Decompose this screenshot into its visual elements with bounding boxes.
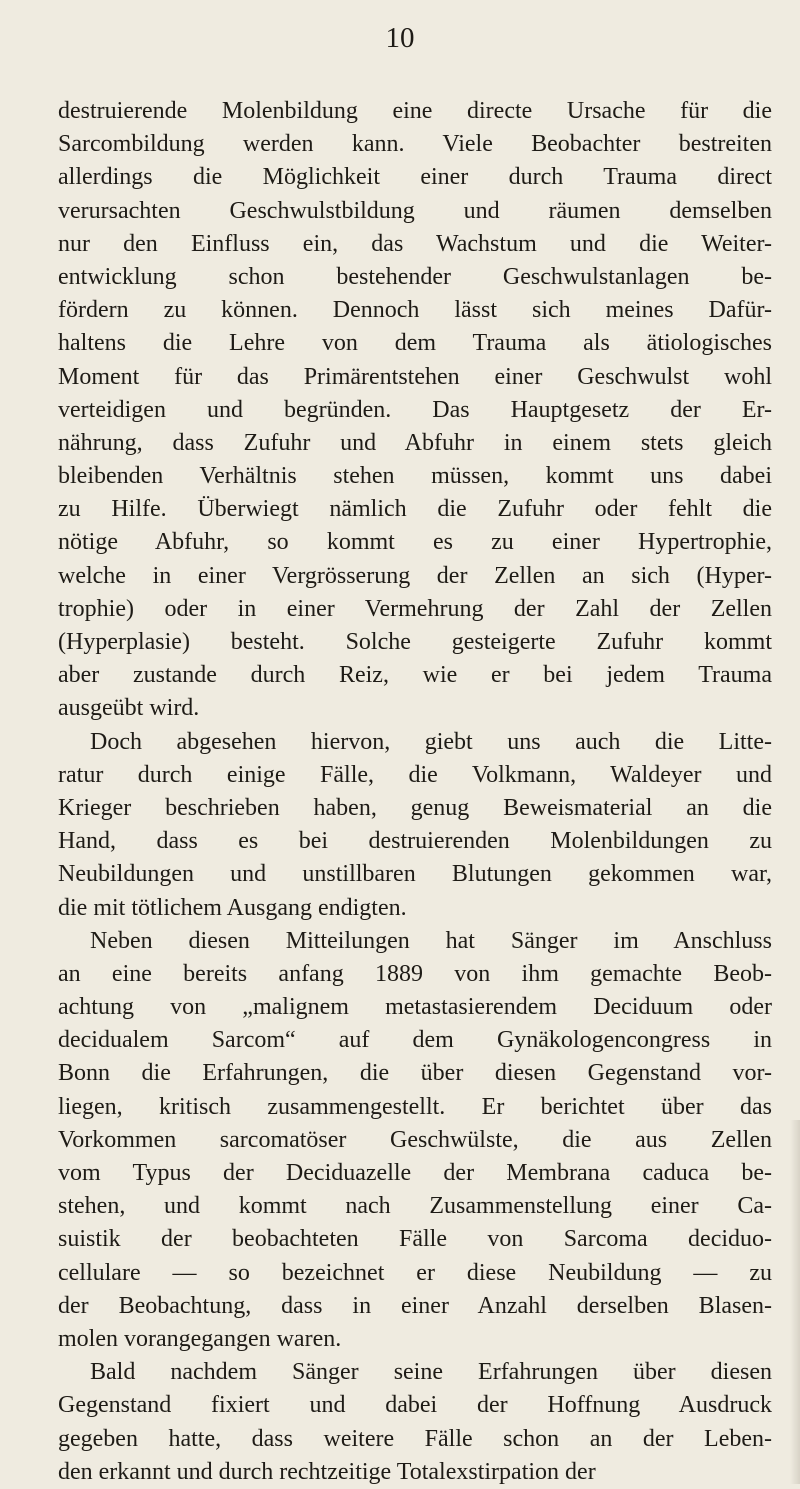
text-line: achtung von „malignem metastasierendem Deciduum oder [58,994,772,1021]
body-text [58,95,772,1489]
text-line: aber zustande durch Reiz, wie er bei jedem Trauma [58,662,772,689]
page-number: 10 [385,22,415,54]
text-line: an eine bereits anfang 1889 von ihm gemachte Beob- [58,960,772,987]
text-line: verursachten Geschwulstbildung und räumen demselben [58,197,772,224]
text-line: decidualem Sarcom“ auf dem Gynäkologencongress in [58,1027,772,1054]
text-line: den erkannt und durch rechtzeitige Totalexstirpation der [58,1458,596,1485]
page-edge-shadow [790,1120,800,1484]
text-line: (Hyperplasie) besteht. Solche gesteigerte Zufuhr kommt [58,629,772,655]
text-line: entwicklung schon bestehender Geschwulstanlagen be- [58,263,772,290]
text-line: allerdings die Möglichkeit einer durch Trauma direct [58,164,772,191]
text-line: zu Hilfe. Überwiegt nämlich die Zufuhr oder fehlt die [58,496,772,523]
text-line: verteidigen und begründen. Das Hauptgesetz der Er- [58,396,772,423]
text-line: nur den Einfluss ein, das Wachstum und die Weiter- [58,230,772,257]
text-line: welche in einer Vergrösserung der Zellen an sich (Hyper- [58,562,772,589]
text-line: Sarcombildung werden kann. Viele Beobachter bestreiten [58,131,772,158]
text-line: stehen, und kommt nach Zusammenstellung einer Ca- [58,1193,772,1220]
text-line: trophie) oder in einer Vermehrung der Zahl der Zellen [58,595,772,622]
text-line: Vorkommen sarcomatöser Geschwülste, die aus Zellen [58,1126,772,1153]
text-line: Bonn die Erfahrungen, die über diesen Gegenstand vor- [58,1060,772,1087]
text-line: Gegenstand fixiert und dabei der Hoffnung Ausdruck [58,1392,772,1419]
text-line: liegen, kritisch zusammengestellt. Er berichtet über das [58,1093,772,1120]
text-line: fördern zu können. Dennoch lässt sich meines Dafür- [58,297,772,324]
text-line: ausgeübt wird. [58,695,200,722]
text-line: nötige Abfuhr, so kommt es zu einer Hypertrophie, [58,529,772,556]
text-line: Moment für das Primärentstehen einer Geschwulst wohl [58,363,772,390]
text-line: der Beobachtung, dass in einer Anzahl derselben Blasen- [58,1292,772,1319]
text-line: Krieger beschrieben haben, genug Beweismaterial an die [58,794,772,821]
text-line: die mit tötlichem Ausgang endigten. [58,894,407,921]
text-line: Hand, dass es bei destruierenden Molenbildungen zu [58,828,772,855]
text-line: ratur durch einige Fälle, die Volkmann, Waldeyer und [58,761,772,788]
text-line: suistik der beobachteten Fälle von Sarcoma deciduo- [58,1226,772,1253]
text-line: bleibenden Verhältnis stehen müssen, kommt uns dabei [58,463,772,490]
text-line: haltens die Lehre von dem Trauma als ätiologisches [58,330,772,357]
text-line: destruierende Molenbildung eine directe Ursache für die [58,98,772,124]
text-line: molen vorangegangen waren. [58,1325,342,1352]
text-line: nährung, dass Zufuhr und Abfuhr in einem stets gleich [58,429,772,456]
text-line: Bald nachdem Sänger seine Erfahrungen über diesen [90,1359,772,1386]
text-line: Neubildungen und unstillbaren Blutungen gekommen war, [58,861,772,888]
text-line: cellulare — so bezeichnet er diese Neubildung — zu [58,1259,772,1286]
text-line: Neben diesen Mitteilungen hat Sänger im Anschluss [90,927,772,954]
text-line: gegeben hatte, dass weitere Fälle schon an der Leben- [58,1425,772,1452]
text-line: vom Typus der Deciduazelle der Membrana caduca be- [58,1160,772,1186]
text-line: Doch abgesehen hiervon, giebt uns auch die Litte- [90,728,772,755]
